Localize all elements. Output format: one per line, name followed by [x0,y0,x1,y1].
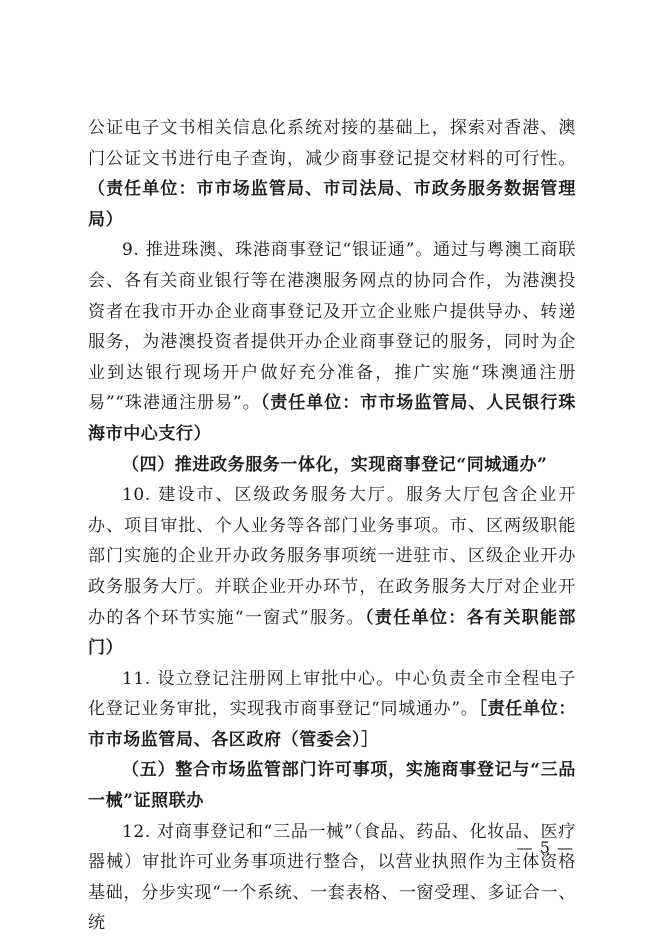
paragraph-4-text: 11. 设立登记注册网上审批中心。中心负责全市全程电子化登记业务审批，实现我市商事登记“同城通办”。 [88,668,576,720]
section-heading-5-text: （五）整合市场监管部门许可事项，实施商事登记与“三品一械”证照联办 [88,760,576,812]
section-heading-4 [88,450,576,481]
section-heading-4-text: （四）推进政务服务一体化，实现商事登记“同城通办” [122,454,548,475]
section-heading-5 [88,755,576,816]
page-number: — 5 — [516,838,574,857]
paragraph-3-text: 10. 建设市、区级政务服务大厅。服务大厅包含企业开办、项目审批、个人业务等各部门业务事项。市、区两级职能部门实施的企业开办政务服务事项统一进驻市、区级企业开办政务服务大厅。并联企业开办环节，在政务服务大厅对企业开办的各个环节实施“一窗式”服务。 [88,485,576,628]
paragraph-2 [88,235,576,449]
paragraph-1-responsibility: （责任单位：市市场监管局、市司法局、市政务服务数据管理局） [88,179,576,230]
paragraph-3 [88,480,576,664]
paragraph-3-responsibility: （责任单位：各有关职能部门） [88,607,577,659]
paragraph-4 [88,664,576,756]
paragraph-5 [88,817,576,939]
paragraph-5-text: 12. 对商事登记和“三品一械”（食品、药品、化妆品、医疗器械）审批许可业务事项进行整合，以营业执照作为主体资格基础，分步实现“一个系统、一套表格、一窗受理、多证合一、统 [88,821,576,934]
paragraph-2-text: 9. 推进珠澳、珠港商事登记“银证通”。通过与粤澳工商联会、各有关商业银行等在港澳服务网点的协同合作，为港澳投资者在我市开办企业商事登记及开立企业账户提供导办、转递服务，为港澳投资者提供开办企业商事登记的服务，同时为企业到达银行现场开户做好充分准备，推广实施“珠澳通注册易”“珠港通注册易”。 [88,240,576,414]
paragraph-4-responsibility: ［责任单位：市市场监管局、各区政府（管委会）］ [88,699,576,750]
paragraph-2-responsibility: （责任单位：市市场监管局、人民银行珠海市中心支行） [88,393,576,444]
paragraph-1 [88,113,576,235]
body-text [88,113,576,939]
paragraph-1-text: 公证电子文书相关信息化系统对接的基础上，探索对香港、澳门公证文书进行电子查询，减少商事登记提交材料的可行性。 [88,118,576,169]
